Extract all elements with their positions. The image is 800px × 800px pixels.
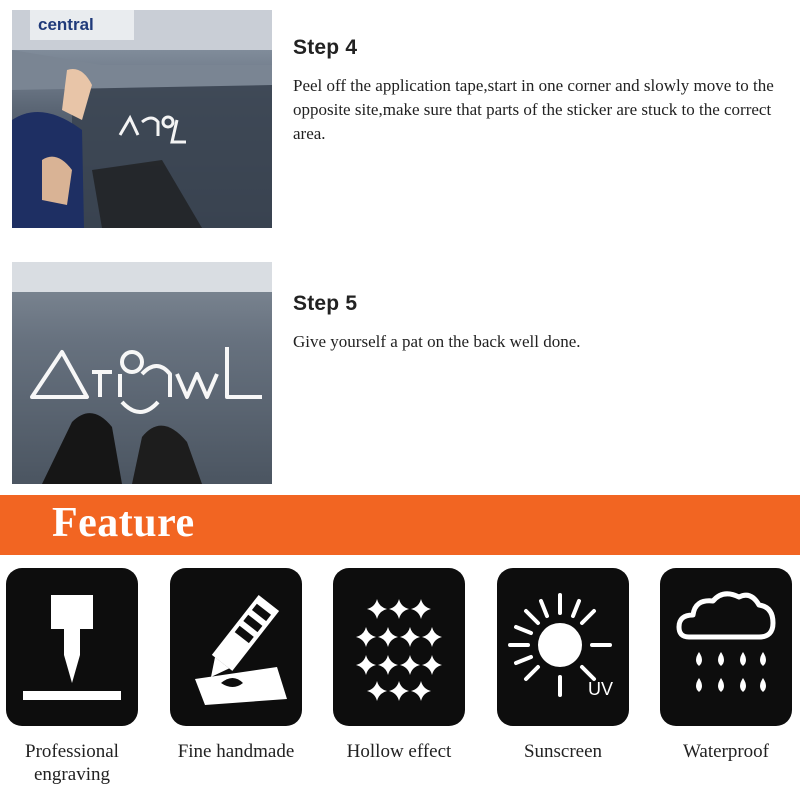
- feature-title: Feature: [52, 500, 195, 546]
- uv-text: UV: [588, 679, 614, 699]
- sparkle-grid-icon: [344, 587, 454, 707]
- feature-tile: [660, 568, 792, 726]
- feature-tile: [6, 568, 138, 726]
- step-4: [293, 36, 788, 146]
- feature-label: Professional engraving: [25, 741, 119, 785]
- step-title: Step 5: [293, 292, 358, 315]
- rain-cloud-icon: [671, 587, 781, 707]
- cutter-knife-icon: [181, 587, 291, 707]
- feature-label: Fine handmade: [177, 741, 295, 762]
- feature-professional-engraving: [6, 568, 146, 786]
- feature-fine-handmade: [170, 568, 310, 763]
- feature-label: Waterproof: [682, 741, 770, 762]
- feature-waterproof: [660, 568, 800, 763]
- feature-hollow-effect: [333, 568, 473, 763]
- feature-tile: [170, 568, 302, 726]
- feature-tile: [497, 568, 629, 726]
- step-4-photo: [12, 10, 272, 228]
- finished-sticker-photo-icon: [12, 262, 272, 484]
- step-5-photo: [12, 262, 272, 484]
- sun-uv-icon: [508, 587, 618, 707]
- step-title: Step 4: [293, 36, 358, 59]
- feature-sunscreen: [497, 568, 637, 763]
- engraving-icon: [17, 587, 127, 707]
- feature-tile: [333, 568, 465, 726]
- sign-text: central: [38, 15, 94, 34]
- feature-banner: [0, 495, 800, 555]
- step-description: Give yourself a pat on the back well done.: [293, 332, 581, 351]
- feature-label: Hollow effect: [346, 741, 452, 762]
- step-5: [293, 292, 788, 354]
- car-window-photo-icon: [12, 10, 272, 228]
- feature-label: Sunscreen: [523, 741, 603, 762]
- step-description: Peel off the application tape,start in one corner and slowly move to the opposite site,make sure that parts of the sticker are stuck to the correct area.: [293, 76, 774, 143]
